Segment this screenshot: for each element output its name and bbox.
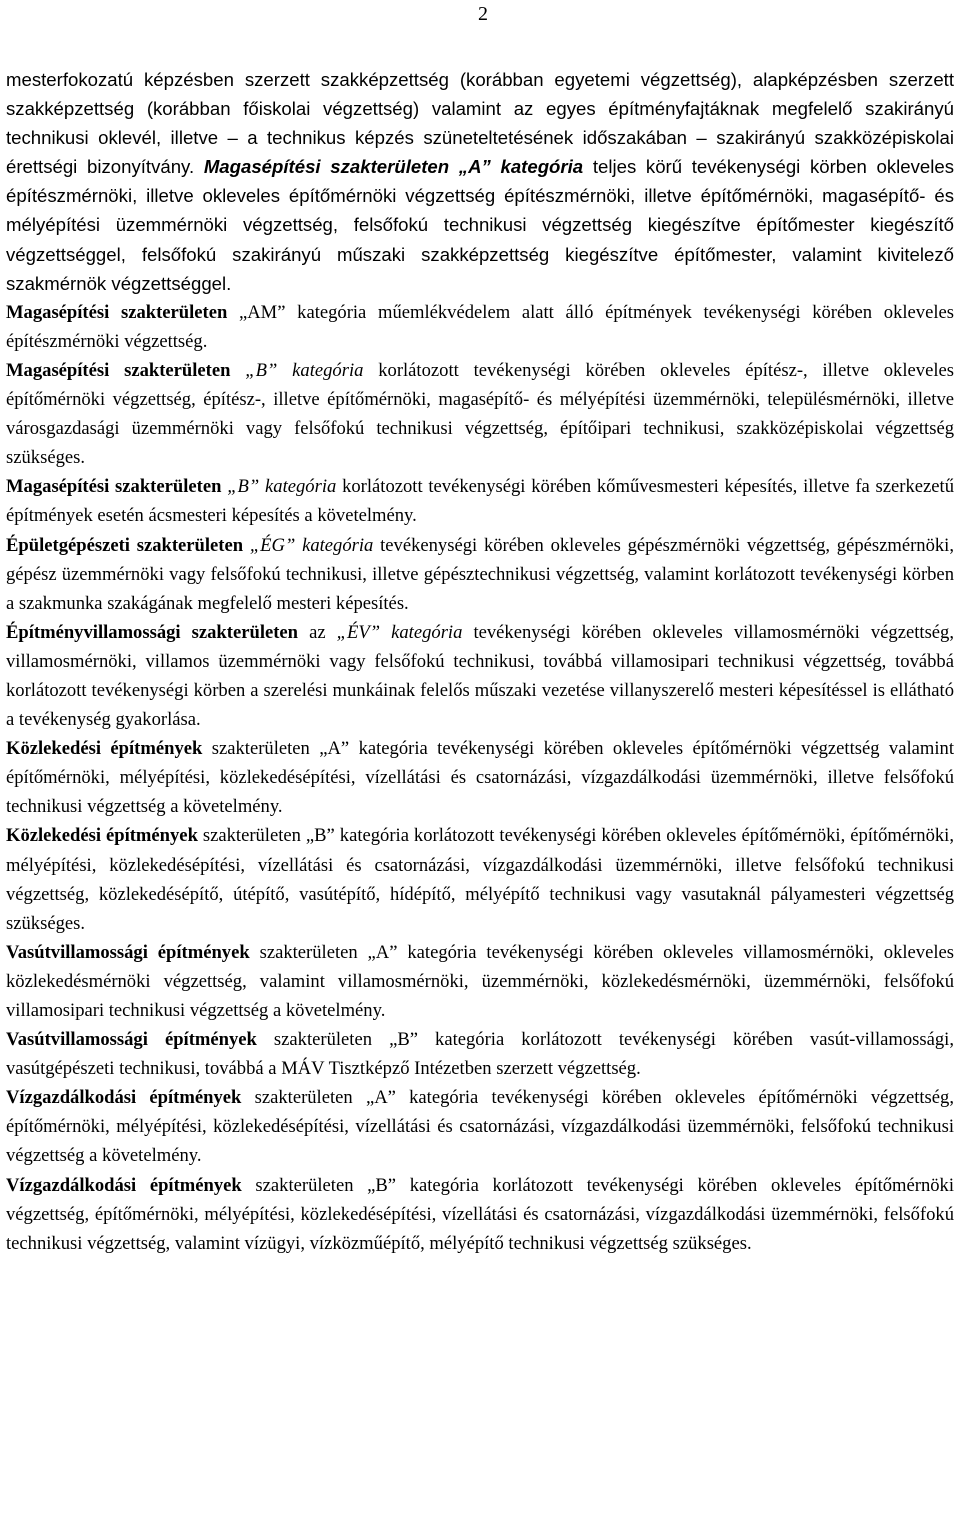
paragraph-emphasis: Épületgépészeti szakterületen (6, 534, 244, 556)
paragraph-emphasis: „B” kategória (230, 359, 364, 381)
paragraph-emphasis: Építményvillamossági szakterületen (6, 621, 299, 643)
body-text (6, 65, 954, 1258)
paragraph (6, 65, 954, 298)
paragraph (6, 1025, 954, 1083)
paragraph-text: tevékenységi körében okleveles villamosmérnöki végzettség, villamosmérnöki, villamos üzemmérnöki vagy felsőfokú technikusi, továbbá villamosipari technikusi végzettség, továbbá korlátozott tevékenységi körben a szerelési munkáinak felelős műszaki vezetése villanyszerelő mesteri képesítéssel is ellátható a tevékenység gyakorlása. (6, 621, 955, 731)
paragraph-text: az (298, 621, 337, 643)
paragraph-text: szakterületen „A” kategória tevékenységi körében okleveles építőmérnöki végzettség valamint építőmérnöki, mélyépítési, közlekedésépítési, vízellátási és csatornázási, vízgazdálkodási üzemmérnöki, illetve felsőfokú technikusi végzettség a követelmény. (6, 738, 954, 818)
paragraph (6, 472, 954, 530)
paragraph-emphasis: Magasépítési szakterületen „A” kategória (203, 156, 584, 178)
paragraph-emphasis: Magasépítési szakterületen (6, 476, 222, 498)
paragraph (6, 821, 954, 937)
paragraph (6, 734, 954, 821)
paragraph-text: szakterületen „B” kategória korlátozott tevékenységi körében okleveles építőmérnöki, építőmérnöki, mélyépítési, közlekedésépítési, vízellátási és csatornázási, vízgazdálkodási üzemmérnöki, illetve felsőfokú technikusi végzettség, közlekedésépítő, útépítő, vasútépítő, hídépítő, mélyépítő technikusi vagy vasutaknál pályamesteri végzettség szükséges. (6, 825, 954, 934)
paragraph-emphasis: Vízgazdálkodási építmények (6, 1174, 242, 1196)
paragraph-emphasis: Közlekedési építmények (6, 825, 198, 847)
paragraph-text: teljes körű tevékenységi körben okleveles építészmérnöki, illetve okleveles építőmérnöki végzettség építészmérnöki, illetve építőmérnöki, magasépítő- és mélyépítési üzemmérnöki végzettség, felsőfokú technikusi végzettség kiegészítve építőmester kiegészítő végzettséggel, felsőfokú szakirányú műszaki szakképzettség kiegészítve építőmester, valamint kivitelező szakmérnök végzettséggel. (6, 156, 955, 294)
paragraph-text: korlátozott tevékenységi körében okleveles építész-, illetve okleveles építőmérnöki végzettség, építész-, illetve építőmérnöki, magasépítő- és mélyépítési üzemmérnöki, településmérnöki, illetve városgazdasági üzemmérnöki vagy felsőfokú technikusi végzettség, építőipari technikusi, szakközépiskolai végzettség szükséges. (6, 359, 954, 469)
paragraph-text: mesterfokozatú képzésben szerzett szakképzettség (korábban egyetemi végzettség), alapképzésben szerzett szakképzettség (korábban főiskolai végzettség) valamint az egyes építményfajtáknak megfelelő szakirányú technikusi oklevél, illetve – a technikus képzés szüneteltetésének időszakában – szakirányú szakközépiskolai érettségi bizonyítvány. (6, 69, 954, 178)
paragraph-text: szakterületen „B” kategória korlátozott tevékenységi körében vasút-villamossági, vasútgépészeti technikusi, továbbá a MÁV Tisztképző Intézetben szerzett végzettség. (6, 1029, 954, 1080)
paragraph-text: tevékenységi körében okleveles gépészmérnöki végzettség, gépészmérnöki, gépész üzemmérnöki vagy felsőfokú technikusi, illetve gépésztechnikusi végzettség, valamint korlátozott tevékenységi körben a szakmunka szakágának megfelelő mesteri képesítés. (6, 534, 954, 614)
paragraph-text: szakterületen „B” kategória korlátozott tevékenységi körében okleveles építőmérnöki végzettség, építőmérnöki, mélyépítési, közlekedésépítési, vízellátási és csatornázási, vízgazdálkodási üzemmérnöki, felsőfokú technikusi végzettség, valamint vízügyi, vízközműépítő, mélyépítő technikusi végzettség szükséges. (6, 1174, 954, 1254)
paragraph-emphasis: Magasépítési szakterületen (6, 301, 228, 323)
paragraph (6, 618, 954, 734)
paragraph (6, 298, 954, 356)
paragraph-emphasis: „ÉV” kategória (336, 621, 463, 643)
paragraph (6, 1083, 954, 1170)
paragraph (6, 1171, 954, 1258)
paragraph-text: korlátozott tevékenységi körében kőművesmesteri képesítés, illetve fa szerkezetű építmények esetén ácsmesteri képesítés a követelmény. (6, 476, 955, 527)
paragraph-emphasis: „ÉG” kategória (243, 534, 374, 556)
paragraph-emphasis: Közlekedési építmények (6, 738, 203, 760)
page-number: 2 (478, 3, 488, 25)
paragraph-emphasis: „B” kategória (221, 476, 337, 498)
paragraph-emphasis: Vasútvillamossági építmények (6, 941, 250, 963)
paragraph-text: szakterületen „A” kategória tevékenységi körében okleveles építőmérnöki végzettség, építőmérnöki, mélyépítési, közlekedésépítési, vízellátási és csatornázási, vízgazdálkodási üzemmérnöki, felsőfokú technikusi végzettség a követelmény. (6, 1087, 954, 1167)
paragraph-text: „AM” kategória műemlékvédelem alatt álló építmények tevékenységi körében okleveles építészmérnöki végzettség. (6, 301, 954, 352)
paragraph (6, 938, 954, 1025)
paragraph-emphasis: Vízgazdálkodási építmények (6, 1087, 242, 1109)
paragraph-text: szakterületen „A” kategória tevékenységi körében okleveles villamosmérnöki, okleveles közlekedésmérnöki végzettség, valamint villamosmérnöki, üzemmérnöki, közlekedésmérnöki, üzemmérnöki, felsőfokú villamosipari technikusi végzettség a követelmény. (6, 941, 954, 1021)
paragraph (6, 356, 954, 472)
paragraph (6, 531, 954, 618)
paragraph-emphasis: Magasépítési szakterületen (6, 359, 231, 381)
paragraph-emphasis: Vasútvillamossági építmények (6, 1029, 257, 1051)
